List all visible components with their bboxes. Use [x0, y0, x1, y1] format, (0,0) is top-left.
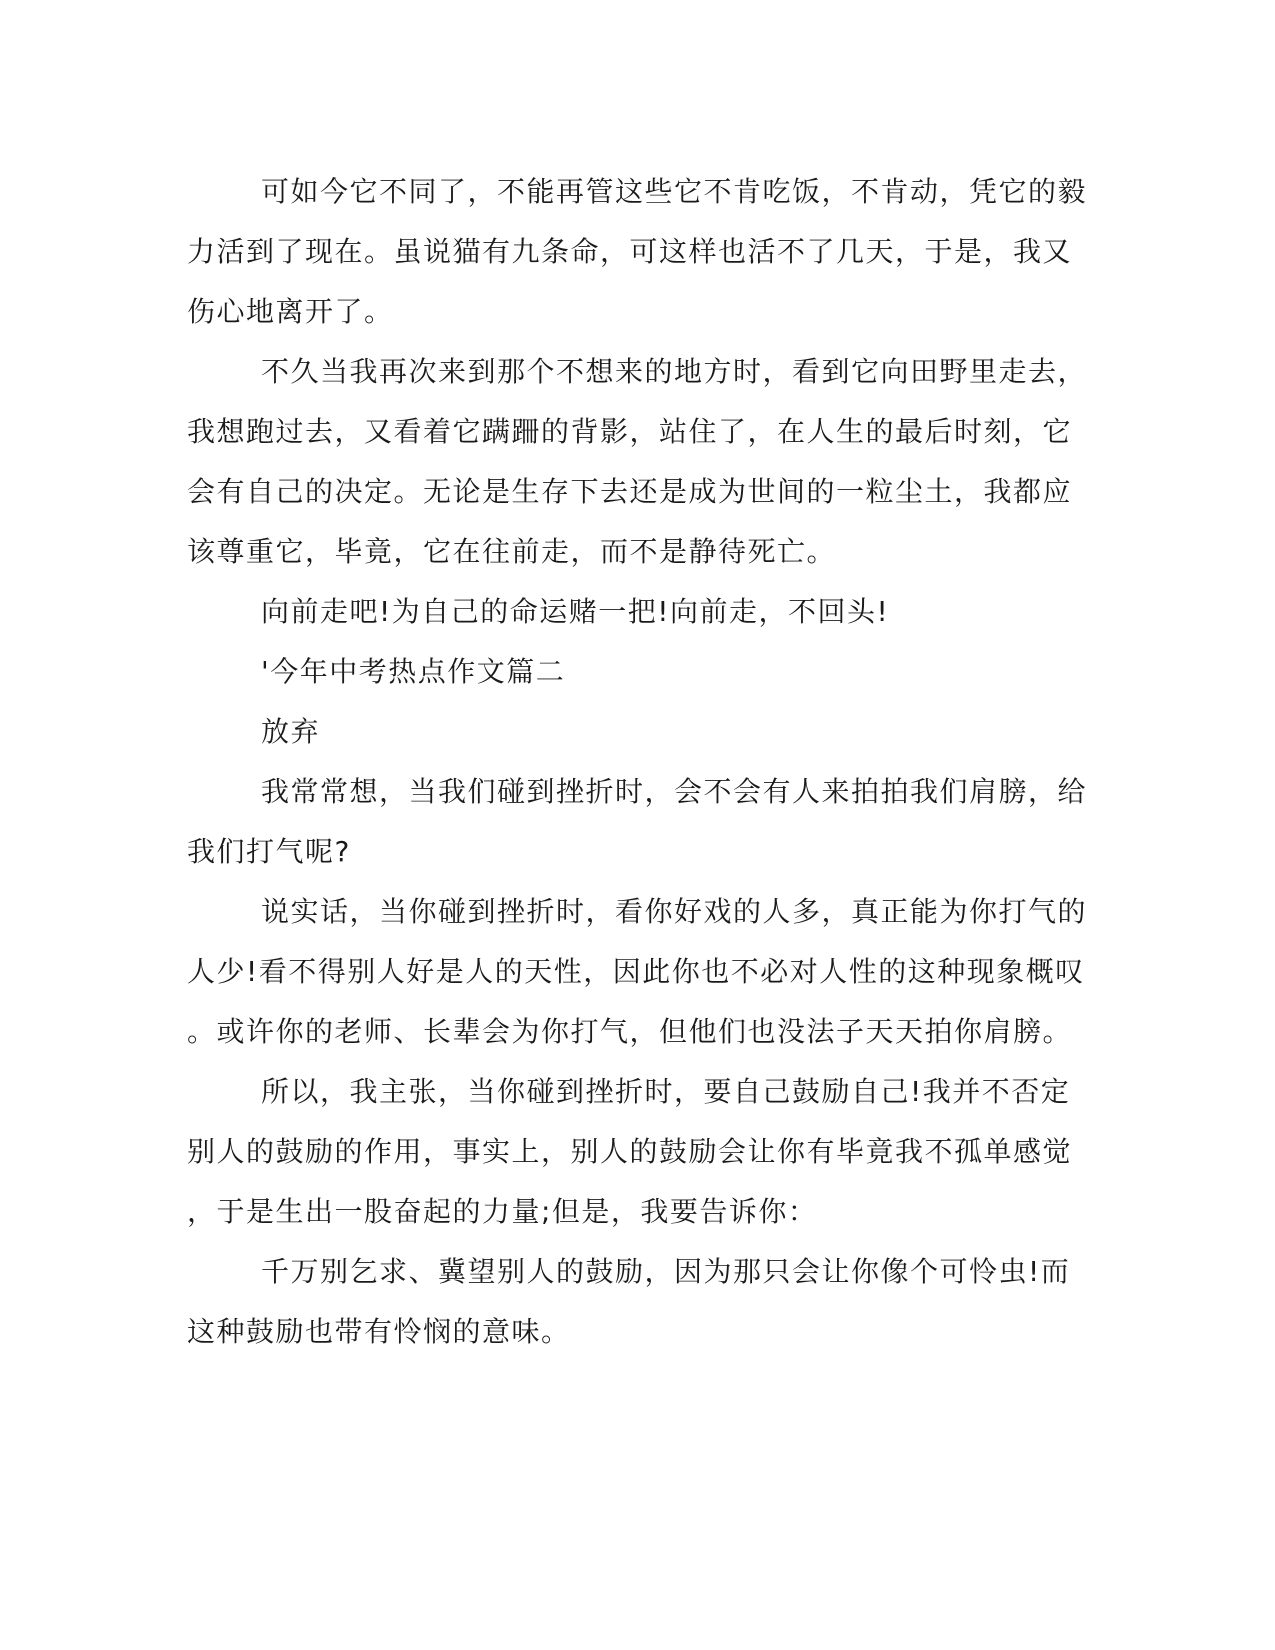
- text-line-18: ，于是生出一股奋起的力量;但是，我要告诉你：: [187, 1195, 818, 1228]
- text-line-8: 向前走吧!为自己的命运赌一把!向前走，不回头!: [261, 595, 890, 628]
- text-line-4: 不久当我再次来到那个不想来的地方时，看到它向田野里走去，: [261, 355, 1088, 388]
- text-line-14: 人少!看不得别人好是人的天性，因此你也不必对人性的这种现象概叹: [187, 955, 1085, 988]
- text-line-5: 我想跑过去，又看着它蹒跚的背影，站住了，在人生的最后时刻，它: [187, 415, 1073, 448]
- text-line-1: 可如今它不同了，不能再管这些它不肯吃饭，不肯动，凭它的毅: [261, 175, 1088, 208]
- section-heading: '今年中考热点作文篇二: [261, 655, 566, 688]
- text-line-2: 力活到了现在。虽说猫有九条命，可这样也活不了几天，于是，我又: [187, 235, 1073, 268]
- text-line-7: 该尊重它，毕竟，它在往前走，而不是静待死亡。: [187, 535, 837, 568]
- document-body: [187, 162, 1088, 1362]
- essay-title: 放弃: [261, 715, 321, 748]
- text-line-19: 千万别乞求、冀望别人的鼓励，因为那只会让你像个可怜虫!而: [261, 1255, 1071, 1288]
- text-line-3: 伤心地离开了。: [187, 295, 394, 328]
- text-line-16: 所以，我主张，当你碰到挫折时，要自己鼓励自己!我并不否定: [261, 1075, 1071, 1108]
- text-line-12: 我们打气呢?: [187, 835, 351, 868]
- text-line-15: 。或许你的老师、长辈会为你打气，但他们也没法子天天拍你肩膀。: [187, 1015, 1073, 1048]
- text-line-20: 这种鼓励也带有怜悯的意味。: [187, 1315, 571, 1348]
- text-line-11: 我常常想，当我们碰到挫折时，会不会有人来拍拍我们肩膀，给: [261, 775, 1088, 808]
- text-line-13: 说实话，当你碰到挫折时，看你好戏的人多，真正能为你打气的: [261, 895, 1088, 928]
- text-line-17: 别人的鼓励的作用，事实上，别人的鼓励会让你有毕竟我不孤单感觉: [187, 1135, 1073, 1168]
- text-line-6: 会有自己的决定。无论是生存下去还是成为世间的一粒尘土，我都应: [187, 475, 1073, 508]
